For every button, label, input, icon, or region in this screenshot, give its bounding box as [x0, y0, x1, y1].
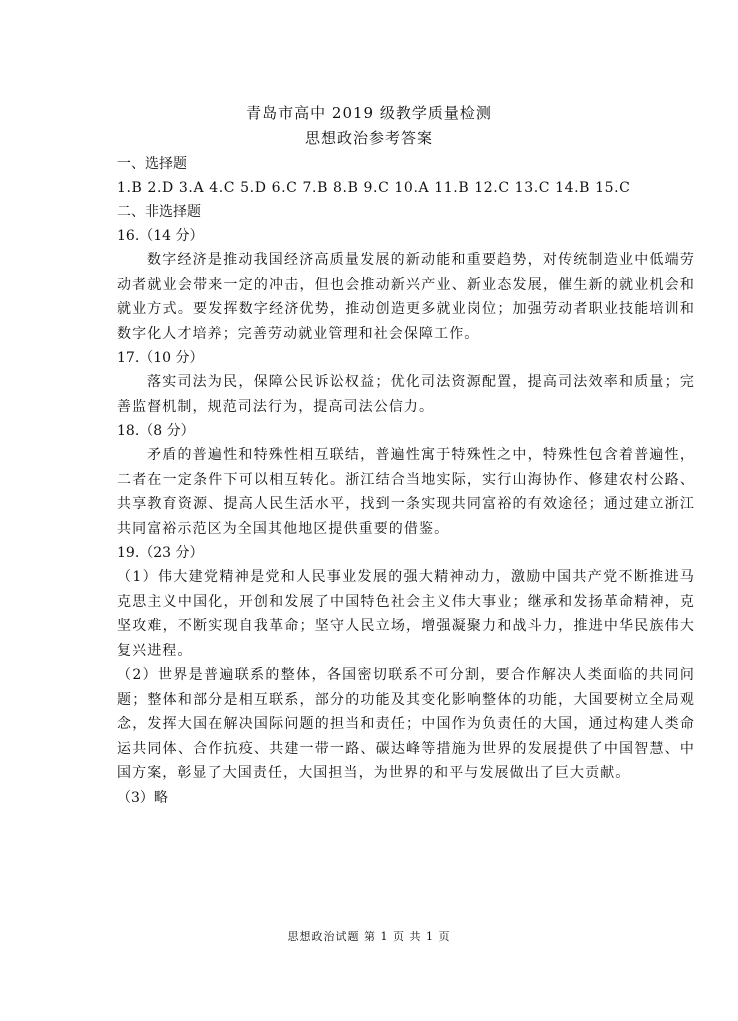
document-body — [117, 152, 695, 810]
question-answer-19-part1: （1）伟大建党精神是党和人民事业发展的强大精神动力，激励中国共产党不断推进马克思主义中国化，开创和发展了中国特色社会主义伟大事业；继承和发扬革命精神，克坚攻难，不断实现自我革命；坚守人民立场，增强凝聚力和战斗力，推进中华民族伟大复兴进程。 — [117, 569, 695, 659]
question-answer-16: 数字经济是推动我国经济高质量发展的新动能和重要趋势，对传统制造业中低端劳动者就业会带来一定的冲击，但也会推动新兴产业、新业态发展，催生新的就业机会和就业方式。要发挥数字经济优势，推动创造更多就业岗位；加强劳动者职业技能培训和数字化人才培养；完善劳动就业管理和社会保障工作。 — [117, 252, 695, 342]
question-label-17: 17.（10 分） — [117, 350, 204, 366]
section-heading-nonchoice: 二、非选择题 — [117, 204, 201, 220]
document-subtitle: 思想政治参考答案 — [304, 129, 433, 147]
question-label-18: 18.（8 分） — [117, 423, 195, 439]
question-answer-18: 矛盾的普遍性和特殊性相互联结，普遍性寓于特殊性之中，特殊性包含着普遍性，二者在一定条件下可以相互转化。浙江结合当地实际，实行山海协作、修建农村公路、共享教育资源、提高人民生活水平，找到一条实现共同富裕的有效途径；通过建立浙江共同富裕示范区为全国其他地区提供重要的借鉴。 — [117, 447, 695, 537]
section-heading-choice: 一、选择题 — [117, 156, 187, 172]
question-answer-17: 落实司法为民，保障公民诉讼权益；优化司法资源配置，提高司法效率和质量；完善监督机制，规范司法行为，提高司法公信力。 — [117, 374, 695, 415]
question-answer-19-part3: （3）略 — [117, 789, 168, 806]
question-label-19: 19.（23 分） — [117, 545, 204, 561]
choice-answers: 1.B 2.D 3.A 4.C 5.D 6.C 7.B 8.B 9.C 10.A 11.B 12.C 13.C 14.B 15.C — [117, 180, 631, 196]
question-answer-19-part2: （2）世界是普遍联系的整体，各国密切联系不可分割，要合作解决人类面临的共同问题；整体和部分是相互联系，部分的功能及其变化影响整体的功能，大国要树立全局观念，发挥大国在解决国际问题的担当和责任；中国作为负责任的大国，通过构建人类命运共同体、合作抗疫、共建一带一路、碳达峰等措施为世界的发展提供了中国智慧、中国方案，彰显了大国责任，大国担当，为世界的和平与发展做出了巨大贡献。 — [117, 667, 695, 781]
question-label-16: 16.（14 分） — [117, 228, 204, 244]
document-title: 青岛市高中 2019 级教学质量检测 — [246, 104, 492, 122]
page-footer: 思想政治试题 第 1 页 共 1 页 — [287, 930, 451, 943]
